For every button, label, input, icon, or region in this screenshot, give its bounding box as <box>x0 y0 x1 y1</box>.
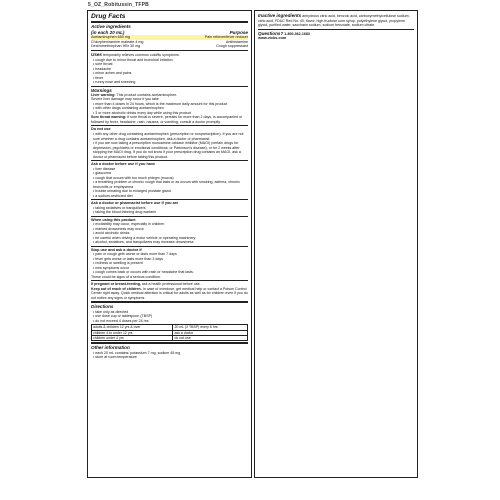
liver-warning-label: Liver warning: <box>91 92 116 97</box>
directions-item: • take only as directed <box>91 310 248 315</box>
table-cell: do not use <box>173 335 248 340</box>
ingredient-purpose: Cough suppressant <box>216 44 248 49</box>
ingredient-name: Dextromethorphan HBr 30 mg <box>91 44 141 49</box>
stop-use-note: These could be signs of a serious condition. <box>91 274 161 279</box>
ask-doctor-item: • a breathing problem or chronic cough that lasts or as occurs with smoking, asthma, chronic bronchitis or emphysema <box>91 180 248 189</box>
keep-out-label: Keep out of reach of children. <box>91 286 142 291</box>
stop-use-item: • fever gets worse or lasts more than 3 days <box>91 257 248 262</box>
uses-title: Uses <box>91 52 102 57</box>
divider <box>91 301 248 303</box>
other-info-item: • each 20 mL contains: potassium 7 mg, sodium 45 mg <box>91 351 248 356</box>
when-using-item: • be careful when driving a motor vehicle or operating machinery <box>91 236 248 241</box>
ingredient-name: Chlorpheniramine maleate 4 mg <box>91 39 144 44</box>
when-using-title: When using this product <box>91 217 136 222</box>
liver-item: • 3 or more alcoholic drinks every day while using this product <box>91 111 248 116</box>
liver-warning-text: This product contains acetaminophen. <box>116 92 178 97</box>
ask-pharmacist-item: • taking the blood thinning drug warfarin <box>91 210 248 215</box>
pregnancy-text: ask a health professional before use. <box>141 282 201 287</box>
do-not-use-title: Do not use <box>91 127 111 132</box>
directions-item: • do not exceed 4 doses per 24 hrs <box>91 319 248 324</box>
stop-use-item: • pain or cough gets worse or lasts more than 7 days <box>91 252 248 257</box>
divider <box>91 86 248 87</box>
ingredient-purpose: Pain reliever/fever reducer <box>204 35 248 40</box>
stop-use-item: • new symptoms occur <box>91 266 248 271</box>
ingredient-purpose: Antihistamine <box>225 39 248 44</box>
uses-item: • headache <box>91 67 248 72</box>
divider <box>91 246 248 247</box>
table-cell: 20 mL (2 TBSP) every 6 hrs <box>173 325 248 330</box>
uses-item: • runny nose and sneezing <box>91 80 248 85</box>
stop-use-title: Stop use and ask a doctor if <box>91 247 142 252</box>
keep-out-warning <box>91 287 248 301</box>
inactive-ingredients-block <box>258 13 414 28</box>
other-info-item: • store at room temperature <box>91 355 248 360</box>
stop-use-item: • cough comes back or occurs with rash or headache that lasts. <box>91 270 248 275</box>
ask-pharmacist-item: • taking sedatives or tranquilizers <box>91 206 248 211</box>
uses-item: • cough due to minor throat and bronchial irritation <box>91 58 248 63</box>
other-info-title: Other information <box>91 345 130 351</box>
sore-throat-label: Sore throat warning: <box>91 115 127 120</box>
divider <box>91 199 248 200</box>
divider <box>91 21 248 23</box>
directions-item: • use dose cup or tablespoon (TBSP) <box>91 314 248 319</box>
liver-detail: Severe liver damage may occur if you take <box>91 97 159 102</box>
liver-item: • with other drugs containing acetaminophen <box>91 106 248 111</box>
table-row <box>92 335 248 340</box>
pregnancy-label: If pregnant or breast-feeding, <box>91 282 141 287</box>
inactive-ingredients-label: Inactive ingredients <box>258 13 302 18</box>
ingredient-name: Acetaminophen 650 mg <box>91 35 130 40</box>
table-cell: adults & children 12 yrs & over <box>92 325 173 330</box>
sore-throat-warning <box>91 115 248 124</box>
questions-phone: 1-800-362-1683 <box>284 31 310 36</box>
inactive-ingredients-text: anhydrous citric acid, benzoic acid, carboxymethylcellulose sodium, citric acid, FD&C Red No. 40, flavor, high fructose corn syrup, polyethylene glycol, propylene glycol, purified water, saccharin sodium, sodium benzoate, sodium citrate <box>258 14 410 27</box>
keep-out-text: In case of overdose, get medical help or contact a Poison Control Center right away. Quick medical attention is critical for adults as well as for children even if you do not notice any signs or symptoms. <box>91 286 248 300</box>
per-dose-label: (in each 20 mL) <box>91 29 125 35</box>
divider <box>258 29 414 30</box>
ask-doctor-item: • liver disease <box>91 167 248 172</box>
uses-item: • fever <box>91 76 248 81</box>
liver-item: • more than 4 doses in 24 hours, which is the maximum daily amount for this product <box>91 102 248 107</box>
active-ingredients-title: Active ingredients <box>91 24 131 30</box>
do-not-use-item: • with any other drug containing acetaminophen (prescription or nonprescription). If you are not sure whether a drug contains acetaminophen, ask a doctor or pharmacist. <box>91 132 248 141</box>
divider <box>91 50 248 51</box>
table-cell: ask a doctor <box>173 330 248 335</box>
divider <box>91 342 248 344</box>
warnings-title: Warnings <box>91 87 112 93</box>
ask-doctor-item: • cough that occurs with too much phlegm (mucus) <box>91 176 248 181</box>
divider <box>91 216 248 217</box>
do-not-use-item: • if you are now taking a prescription monoamine oxidase inhibitor (MAOI) (certain drugs for depression, psychiatric or emotional conditions, or Parkinson's disease), or for 2 weeks after stopping the MAOI drug. If you do not know if your prescription drug contains an MAOI, ask a doctor or pharmacist before taking this product. <box>91 141 248 159</box>
ask-doctor-item: • glaucoma <box>91 171 248 176</box>
ask-doctor-title: Ask a doctor before use if you have <box>91 162 156 166</box>
stop-use-item: • redness or swelling is present <box>91 261 248 266</box>
divider <box>91 160 248 161</box>
when-using-item: • avoid alcoholic drinks <box>91 231 248 236</box>
divider <box>91 125 248 126</box>
top-stub-label: 5_OZ_Robitussin_TFPB <box>88 2 149 8</box>
sore-throat-text: If sore throat is severe, persists for more than 2 days, is accompanied or followed by fever, headache, rash, nausea, or vomiting, consult a doctor promptly. <box>91 115 243 124</box>
when-using-item: • excitability may occur, especially in children <box>91 222 248 227</box>
table-cell: children 4 to under 12 yrs <box>92 330 173 335</box>
directions-title: Directions <box>91 304 114 310</box>
when-using-item: • alcohol, sedatives, and tranquilizers may increase drowsiness <box>91 240 248 245</box>
uses-item: • minor aches and pains <box>91 71 248 76</box>
website-link[interactable]: www.vicks.com <box>258 36 287 40</box>
drug-facts-panel <box>87 10 252 478</box>
purpose-title: Purpose <box>229 29 248 35</box>
table-cell: children under 4 yrs <box>92 335 173 340</box>
ask-doctor-item: • trouble urinating due to enlarged prostate gland <box>91 189 248 194</box>
uses-intro: temporarily relieves common cold/flu symptoms: <box>102 53 180 57</box>
ask-doctor-item: • a sodium-restricted diet <box>91 194 248 199</box>
uses-item: • sore throat <box>91 62 248 67</box>
dosage-table <box>91 324 248 341</box>
questions-label: Questions? <box>258 30 284 36</box>
drug-facts-title: Drug Facts <box>91 13 126 20</box>
inactive-ingredients-panel <box>254 10 418 478</box>
ingredient-row <box>91 44 248 49</box>
when-using-item: • marked drowsiness may occur <box>91 227 248 232</box>
divider <box>91 280 248 281</box>
ask-pharmacist-title: Ask a doctor or pharmacist before use if you are <box>91 201 179 206</box>
